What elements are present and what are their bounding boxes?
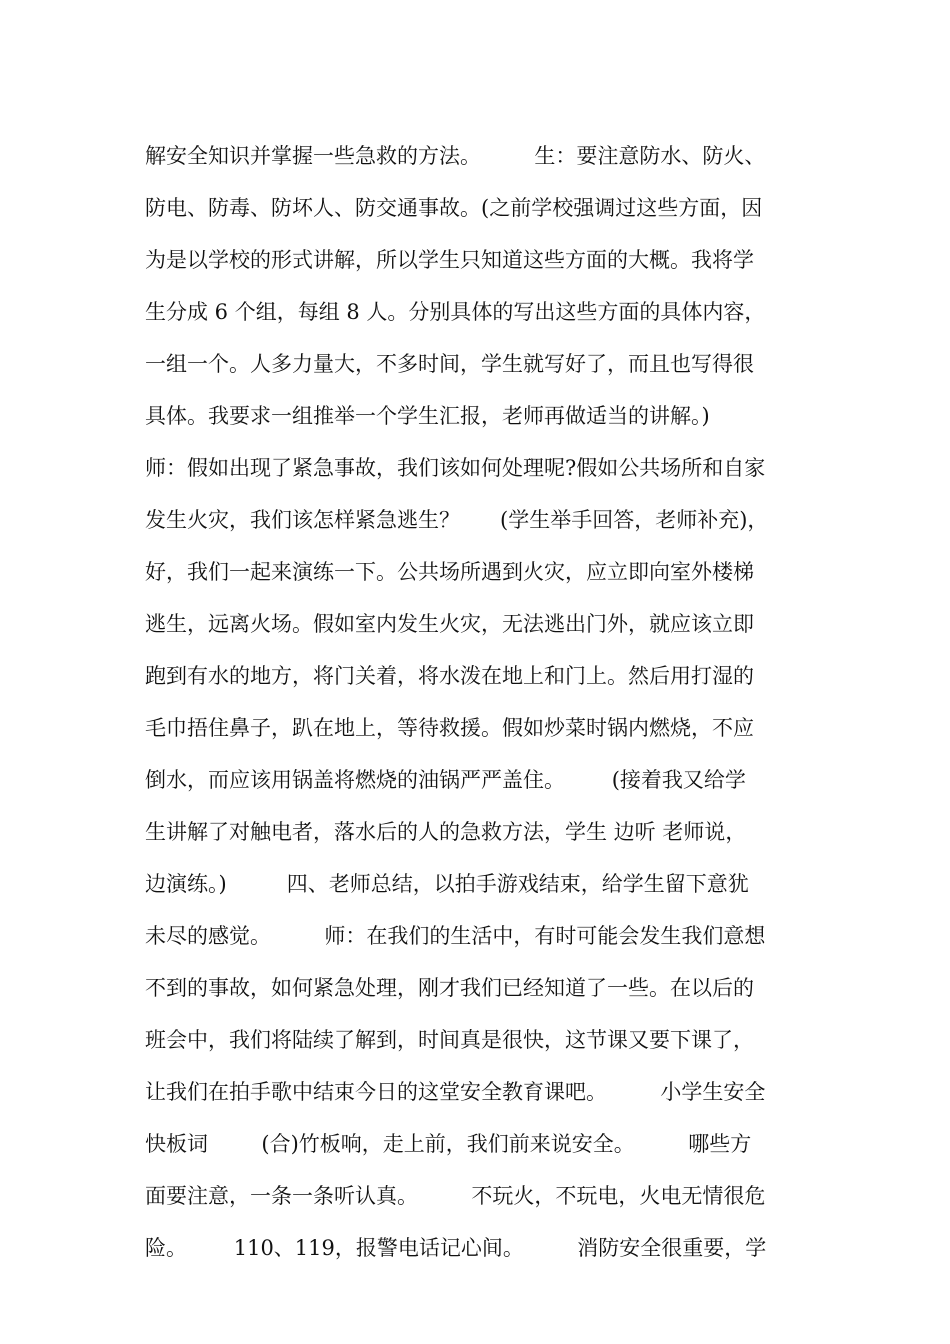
- text-line: 解安全知识并掌握一些急救的方法。 生：要注意防水、防火、: [145, 144, 766, 168]
- text-line: 防电、防毒、防坏人、防交通事故。(之前学校强调过这些方面，因: [145, 196, 763, 220]
- text-line: 未尽的感觉。 师：在我们的生活中，有时可能会发生我们意想: [145, 924, 766, 948]
- text-line: 师：假如出现了紧急事故，我们该如何处理呢?假如公共场所和自家: [145, 456, 766, 480]
- text-line: 跑到有水的地方，将门关着，将水泼在地上和门上。然后用打湿的: [145, 664, 754, 688]
- text-line: 倒水，而应该用锅盖将燃烧的油锅严严盖住。 (接着我又给学: [145, 768, 746, 792]
- body-text: [145, 130, 825, 1274]
- text-line: 生讲解了对触电者，落水后的人的急救方法，学生 边听 老师说，: [145, 820, 747, 844]
- text-line: 班会中，我们将陆续了解到，时间真是很快，这节课又要下课了，: [145, 1028, 754, 1052]
- text-line: 好，我们一起来演练一下。公共场所遇到火灾，应立即向室外楼梯: [145, 560, 754, 584]
- text-line: 具体。我要求一组推举一个学生汇报，老师再做适当的讲解。): [145, 404, 710, 428]
- text-line: 一组一个。人多力量大，不多时间，学生就写好了，而且也写得很: [145, 352, 754, 376]
- text-line: 逃生，远离火场。假如室内发生火灾，无法逃出门外，就应该立即: [145, 612, 754, 636]
- text-line: 不到的事故，如何紧急处理，刚才我们已经知道了一些。在以后的: [145, 976, 754, 1000]
- text-line: 让我们在拍手歌中结束今日的这堂安全教育课吧。 小学生安全: [145, 1080, 766, 1104]
- text-line: 险。 110、119，报警电话记心间。 消防安全很重要，学: [145, 1236, 767, 1260]
- text-line: 毛巾捂住鼻子，趴在地上，等待救援。假如炒菜时锅内燃烧，不应: [145, 716, 754, 740]
- text-line: 发生火灾，我们该怎样紧急逃生？ (学生举手回答，老师补充)，: [145, 508, 769, 532]
- text-line: 快板词 (合)竹板响，走上前，我们前来说安全。 哪些方: [145, 1132, 752, 1156]
- text-line: 为是以学校的形式讲解，所以学生只知道这些方面的大概。我将学: [145, 248, 754, 272]
- text-line: 生分成 6 个组，每组 8 人。分别具体的写出这些方面的具体内容，: [145, 300, 766, 324]
- text-line: 边演练。) 四、老师总结，以拍手游戏结束，给学生留下意犹: [145, 872, 749, 896]
- text-line: 面要注意，一条一条听认真。 不玩火，不玩电，火电无情很危: [145, 1184, 766, 1208]
